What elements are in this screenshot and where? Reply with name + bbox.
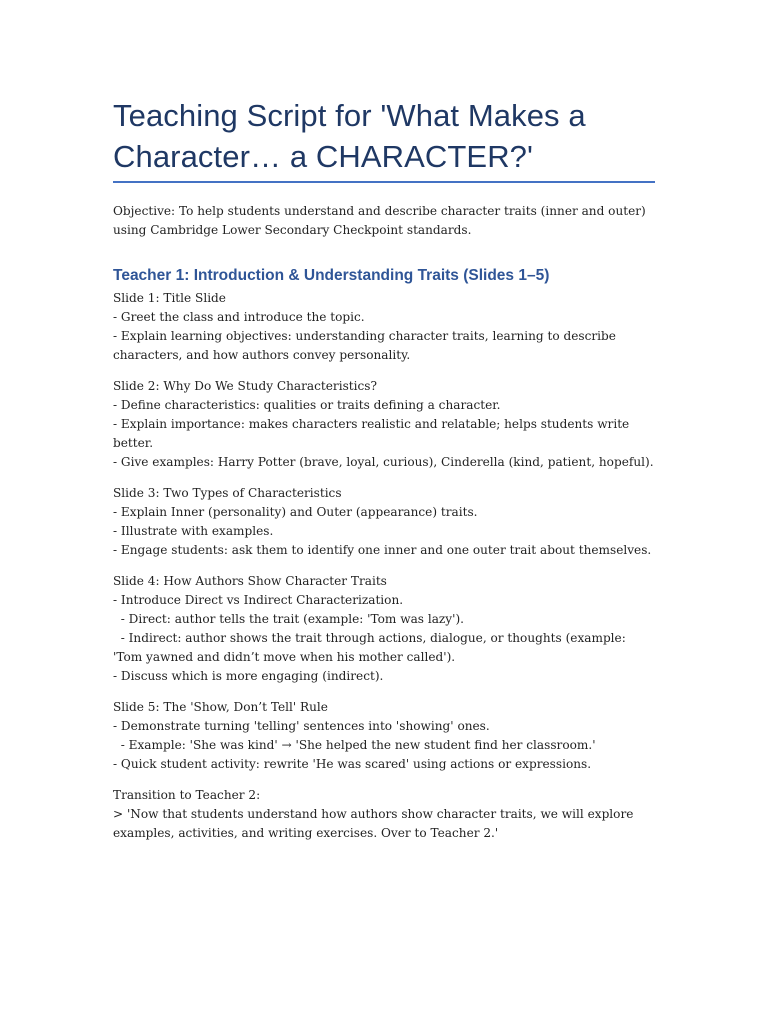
slide-4-block — [113, 572, 658, 686]
slide-1-block — [113, 289, 658, 365]
slide-3-block — [113, 484, 658, 560]
section-heading-teacher-1: Teacher 1: Introduction & Understanding Traits (Slides 1–5) — [113, 267, 550, 284]
slide-5-block — [113, 698, 658, 774]
title-divider — [113, 181, 655, 183]
slide-2-bullet: - Give examples: Harry Potter (brave, loyal, curious), Cinderella (kind, patient, hopeful). — [113, 455, 654, 469]
slide-5-title: Slide 5: The 'Show, Don’t Tell' Rule — [113, 700, 328, 714]
slide-3-bullet: - Engage students: ask them to identify one inner and one outer trait about themselves. — [113, 543, 652, 557]
document-title: Teaching Script for 'What Makes a Character… a CHARACTER?' — [113, 98, 586, 174]
slide-1-title: Slide 1: Title Slide — [113, 291, 226, 305]
slide-1-bullet: - Explain learning objectives: understanding character traits, learning to describe characters, and how authors convey personality. — [113, 329, 620, 362]
transition-quote: > 'Now that students understand how authors show character traits, we will explore examples, activities, and writing exercises. Over to Teacher 2.' — [113, 807, 638, 840]
slide-4-sub-bullet: - Direct: author tells the trait (example: 'Tom was lazy'). — [113, 612, 465, 626]
slide-4-bullet: - Discuss which is more engaging (indirect). — [113, 669, 384, 683]
slide-1-bullet: - Greet the class and introduce the topic. — [113, 310, 365, 324]
slide-2-block — [113, 377, 658, 472]
slide-4-title: Slide 4: How Authors Show Character Traits — [113, 574, 387, 588]
slide-4-sub-bullet: - Indirect: author shows the trait through actions, dialogue, or thoughts (example: 'Tom yawned and didn’t move when his mother called'). — [113, 631, 630, 664]
transition-block — [113, 786, 658, 843]
slide-5-sub-bullet: - Example: 'She was kind' → 'She helped the new student find her classroom.' — [113, 738, 596, 752]
slide-2-title: Slide 2: Why Do We Study Characteristics? — [113, 379, 377, 393]
slide-3-title: Slide 3: Two Types of Characteristics — [113, 486, 342, 500]
slide-3-bullet: - Illustrate with examples. — [113, 524, 274, 538]
slide-2-bullet: - Explain importance: makes characters realistic and relatable; helps students write better. — [113, 417, 634, 450]
slide-5-bullet: - Demonstrate turning 'telling' sentences into 'showing' ones. — [113, 719, 490, 733]
slide-5-bullet: - Quick student activity: rewrite 'He was scared' using actions or expressions. — [113, 757, 592, 771]
document-page — [113, 0, 658, 843]
slide-3-bullet: - Explain Inner (personality) and Outer (appearance) traits. — [113, 505, 478, 519]
transition-title: Transition to Teacher 2: — [113, 788, 261, 802]
objective-paragraph: Objective: To help students understand and describe character traits (inner and outer) using Cambridge Lower Secondary Checkpoint standards. — [113, 204, 646, 237]
slide-2-bullet: - Define characteristics: qualities or traits defining a character. — [113, 398, 501, 412]
slide-4-bullet: - Introduce Direct vs Indirect Characterization. — [113, 593, 404, 607]
